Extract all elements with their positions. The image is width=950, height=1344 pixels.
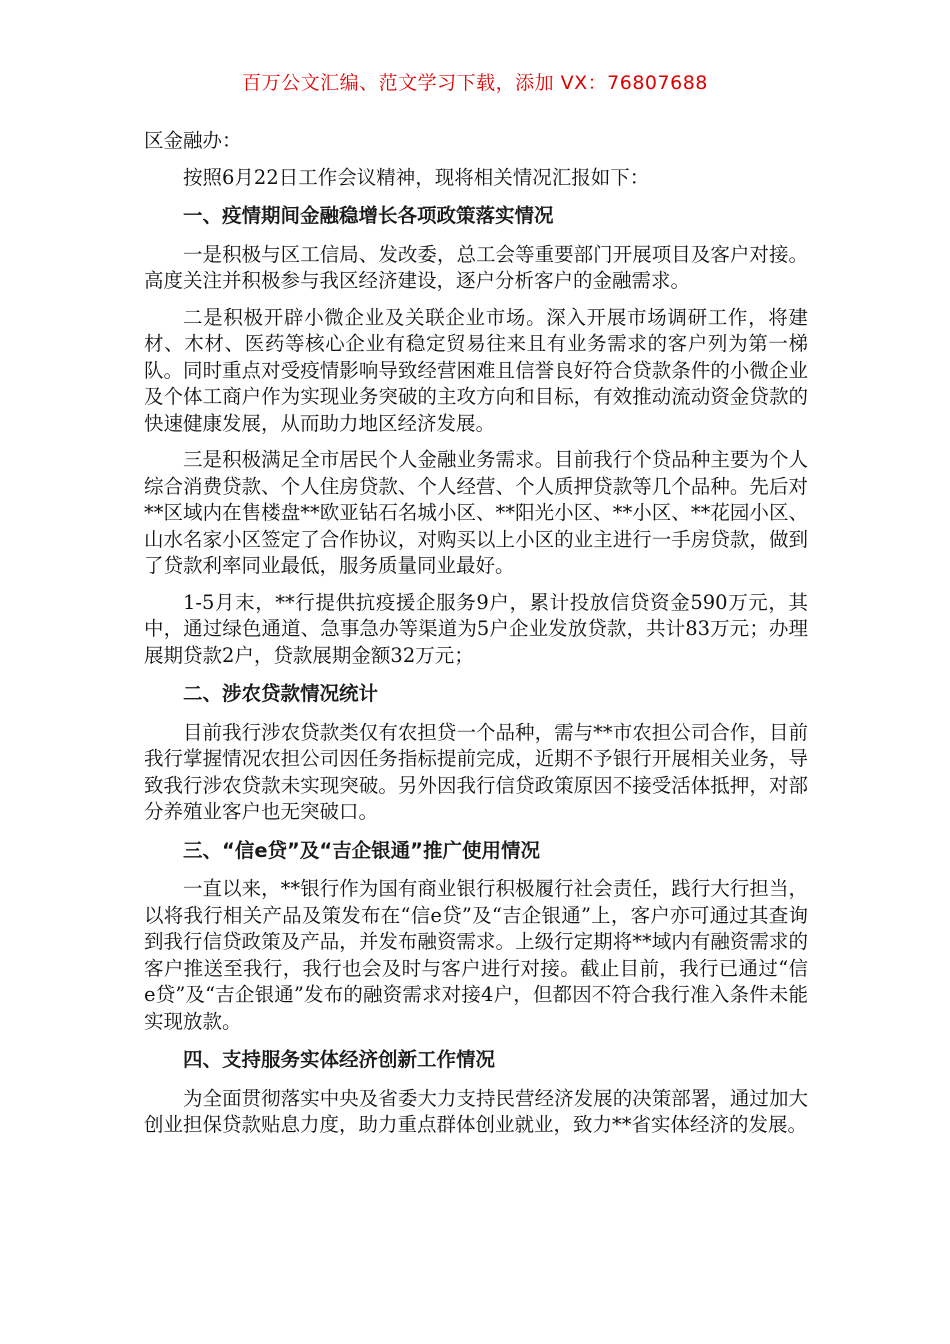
intro-paragraph: 按照6月22日工作会议精神，现将相关情况汇报如下：: [183, 165, 650, 189]
section-3-paragraph-1: 一直以来，**银行作为国有商业银行积极履行社会责任，践行大行担当，以将我行相关产品及策发布在“信e贷”及“吉企银通”上，客户亦可通过其查询到我行信贷政策及产品，并发布融资需求。上级行定期将**域内有融资需求的客户推送至我行，我行也会及时与客户进行对接。截止目前，我行已通过“信e贷”及“吉企银通”发布的融资需求对接4户，但都因不符合我行准入条件未能实现放款。: [144, 877, 808, 1033]
section-1-paragraph-3: 三是积极满足全市居民个人金融业务需求。目前我行个贷品种主要为个人综合消费贷款、个人住房贷款、个人经营、个人质押贷款等几个品种。先后对**区域内在售楼盘**欧亚钻石名城小区、**阳光小区、**小区、**花园小区、山水名家小区签定了合作协议，对购买以上小区的业主进行一手房贷款，做到了贷款利率同业最低，服务质量同业最好。: [144, 448, 808, 577]
section-2-heading: 二、涉农贷款情况统计: [183, 682, 379, 705]
section-3-heading: 三、“信e贷”及“吉企银通”推广使用情况: [183, 838, 540, 862]
section-1-paragraph-4: 1-5月末，**行提供抗疫援企服务9户，累计投放信贷资金590万元，其中，通过绿色通道、急事急办等渠道为5户企业发放贷款，共计83万元；办理展期贷款2户，贷款展期金额32万元；: [144, 590, 808, 667]
section-1-paragraph-2: 二是积极开辟小微企业及关联企业市场。深入开展市场调研工作，将建材、木材、医药等核心企业有稳定贸易往来且有业务需求的客户列为第一梯队。同时重点对受疫情影响导致经营困难且信誉良好符合贷款条件的小微企业及个体工商户作为实现业务突破的主攻方向和目标，有效推动流动资金贷款的快速健康发展，从而助力地区经济发展。: [144, 305, 808, 435]
section-4-heading: 四、支持服务实体经济创新工作情况: [183, 1048, 496, 1071]
salutation: 区金融办：: [144, 129, 242, 152]
document-body: [144, 128, 808, 1139]
section-4-paragraph-1: 为全面贯彻落实中央及省委大力支持民营经济发展的决策部署，通过加大创业担保贷款贴息力度，助力重点群体创业就业，致力**省实体经济的发展。: [144, 1086, 808, 1136]
section-1-paragraph-1: 一是积极与区工信局、发改委，总工会等重要部门开展项目及客户对接。高度关注并积极参与我区经济建设，逐户分析客户的金融需求。: [144, 242, 808, 292]
section-2-paragraph-1: 目前我行涉农贷款类仅有农担贷一个品种，需与**市农担公司合作，目前我行掌握情况农担公司因任务指标提前完成，近期不予银行开展相关业务，导致我行涉农贷款未实现突破。另外因我行信贷政策原因不接受活体抵押，对部分养殖业客户也无突破口。: [144, 720, 808, 823]
header-watermark: 百万公文汇编、范文学习下载，添加 VX：76807688: [242, 72, 708, 94]
section-1-heading: 一、疫情期间金融稳增长各项政策落实情况: [183, 204, 554, 227]
